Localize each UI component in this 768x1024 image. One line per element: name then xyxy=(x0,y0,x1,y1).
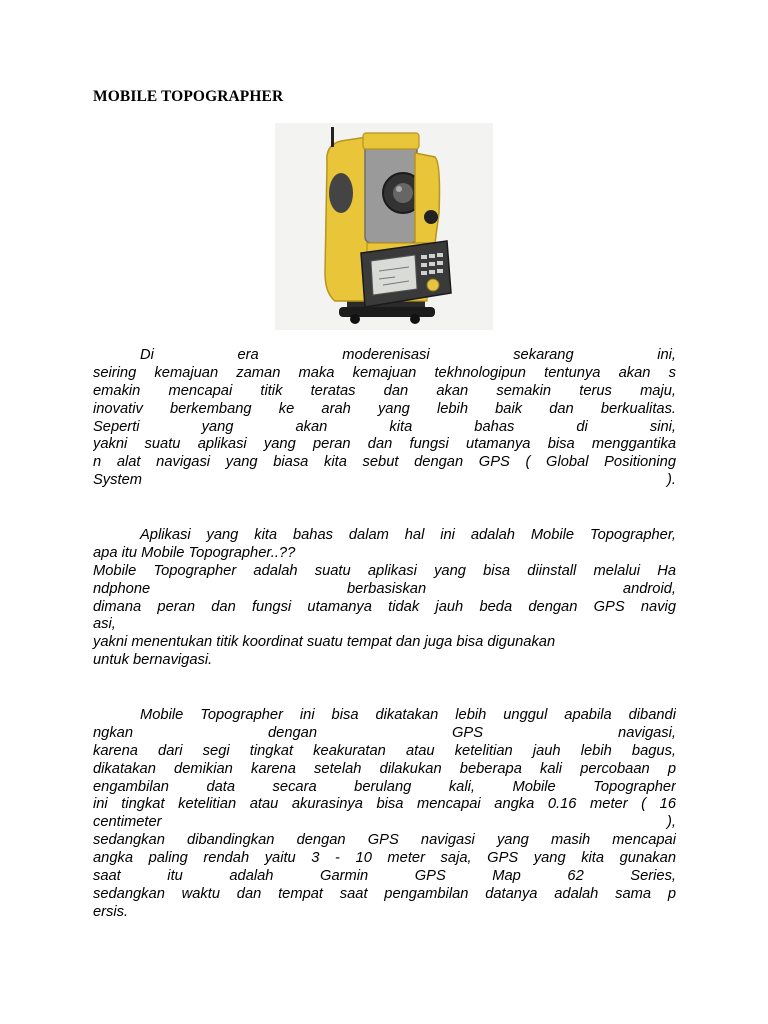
display-screen xyxy=(371,255,417,295)
text-line: n alat navigasi yang biasa kita sebut dengan GPS ( Global Positioning xyxy=(93,454,676,471)
focus-knob-icon xyxy=(424,210,438,224)
lens-inner xyxy=(393,183,413,203)
leveling-screw-icon xyxy=(350,314,360,324)
antenna xyxy=(331,127,334,147)
text-line: Mobile Topographer ini bisa dikatakan lebih unggul apabila dibandi xyxy=(140,707,676,723)
total-station-illustration xyxy=(275,123,493,330)
text-fragment: centimeter xyxy=(93,814,162,831)
text-line xyxy=(93,472,676,490)
text-line: sedangkan waktu dan tempat saat pengambilan datanya adalah sama p xyxy=(93,885,676,902)
text-line: asi, xyxy=(93,616,116,633)
lens-glint xyxy=(396,186,402,192)
text-line: emakin mencapai titik teratas dan akan semakin terus maju, xyxy=(93,382,676,399)
text-line: dikatakan demikian karena setelah dilakukan beberapa kali percobaan p xyxy=(93,760,676,777)
leveling-screw-icon xyxy=(410,314,420,324)
text-line: ini tingkat ketelitian atau akurasinya bisa mencapai angka 0.16 meter ( 16 xyxy=(93,796,676,813)
nav-button-icon xyxy=(427,279,439,291)
text-line: inovativ berkembang ke arah yang lebih baik dan berkualitas. xyxy=(93,400,676,417)
text-line: angka paling rendah yaitu 3 - 10 meter saja, GPS yang kita gunakan xyxy=(93,850,676,867)
text-fragment: ). xyxy=(667,472,676,489)
text-line: yakni suatu aplikasi yang peran dan fungsi utamanya bisa menggantika xyxy=(93,436,676,453)
text-line: Di era moderenisasi sekarang ini, xyxy=(140,347,676,363)
text-line: sedangkan dibandingkan dengan GPS navigasi yang masih mencapai xyxy=(93,832,676,849)
total-station-photo xyxy=(275,123,493,330)
keypad xyxy=(421,253,443,275)
text-fragment: ), xyxy=(667,814,676,831)
side-knob xyxy=(329,173,353,213)
document-title: MOBILE TOPOGRAPHER xyxy=(93,88,284,105)
text-line: saat itu adalah Garmin GPS Map 62 Series, xyxy=(93,868,676,885)
paragraph-1 xyxy=(93,347,676,490)
yellow-body-right xyxy=(415,153,440,243)
paragraph-3 xyxy=(93,707,676,922)
text-line: ersis. xyxy=(93,903,129,920)
top-handle xyxy=(363,133,419,149)
text-line: karena dari segi tingkat keakuratan atau ketelitian jauh lebih bagus, xyxy=(93,742,676,759)
paragraph-2 xyxy=(93,527,676,670)
text-line xyxy=(93,814,676,832)
text-line: ngkan dengan GPS navigasi, xyxy=(93,724,676,741)
text-line: engambilan data secara berulang kali, Mobile Topographer xyxy=(93,778,676,795)
text-fragment: System xyxy=(93,472,142,489)
text-line: yakni menentukan titik koordinat suatu tempat dan juga bisa digunakan xyxy=(93,634,556,651)
text-line: Aplikasi yang kita bahas dalam hal ini adalah Mobile Topographer, xyxy=(140,527,676,543)
text-line: Seperti yang akan kita bahas di sini, xyxy=(93,418,676,435)
text-line: dimana peran dan fungsi utamanya tidak jauh beda dengan GPS navig xyxy=(93,598,676,615)
text-line: untuk bernavigasi. xyxy=(93,652,213,669)
text-line: Mobile Topographer adalah suatu aplikasi yang bisa diinstall melalui Ha xyxy=(93,562,676,579)
text-line: apa itu Mobile Topographer..?? xyxy=(93,544,296,561)
text-line: ndphone berbasiskan android, xyxy=(93,580,676,597)
text-line: seiring kemajuan zaman maka kemajuan tekhnologipun tentunya akan s xyxy=(93,364,676,381)
